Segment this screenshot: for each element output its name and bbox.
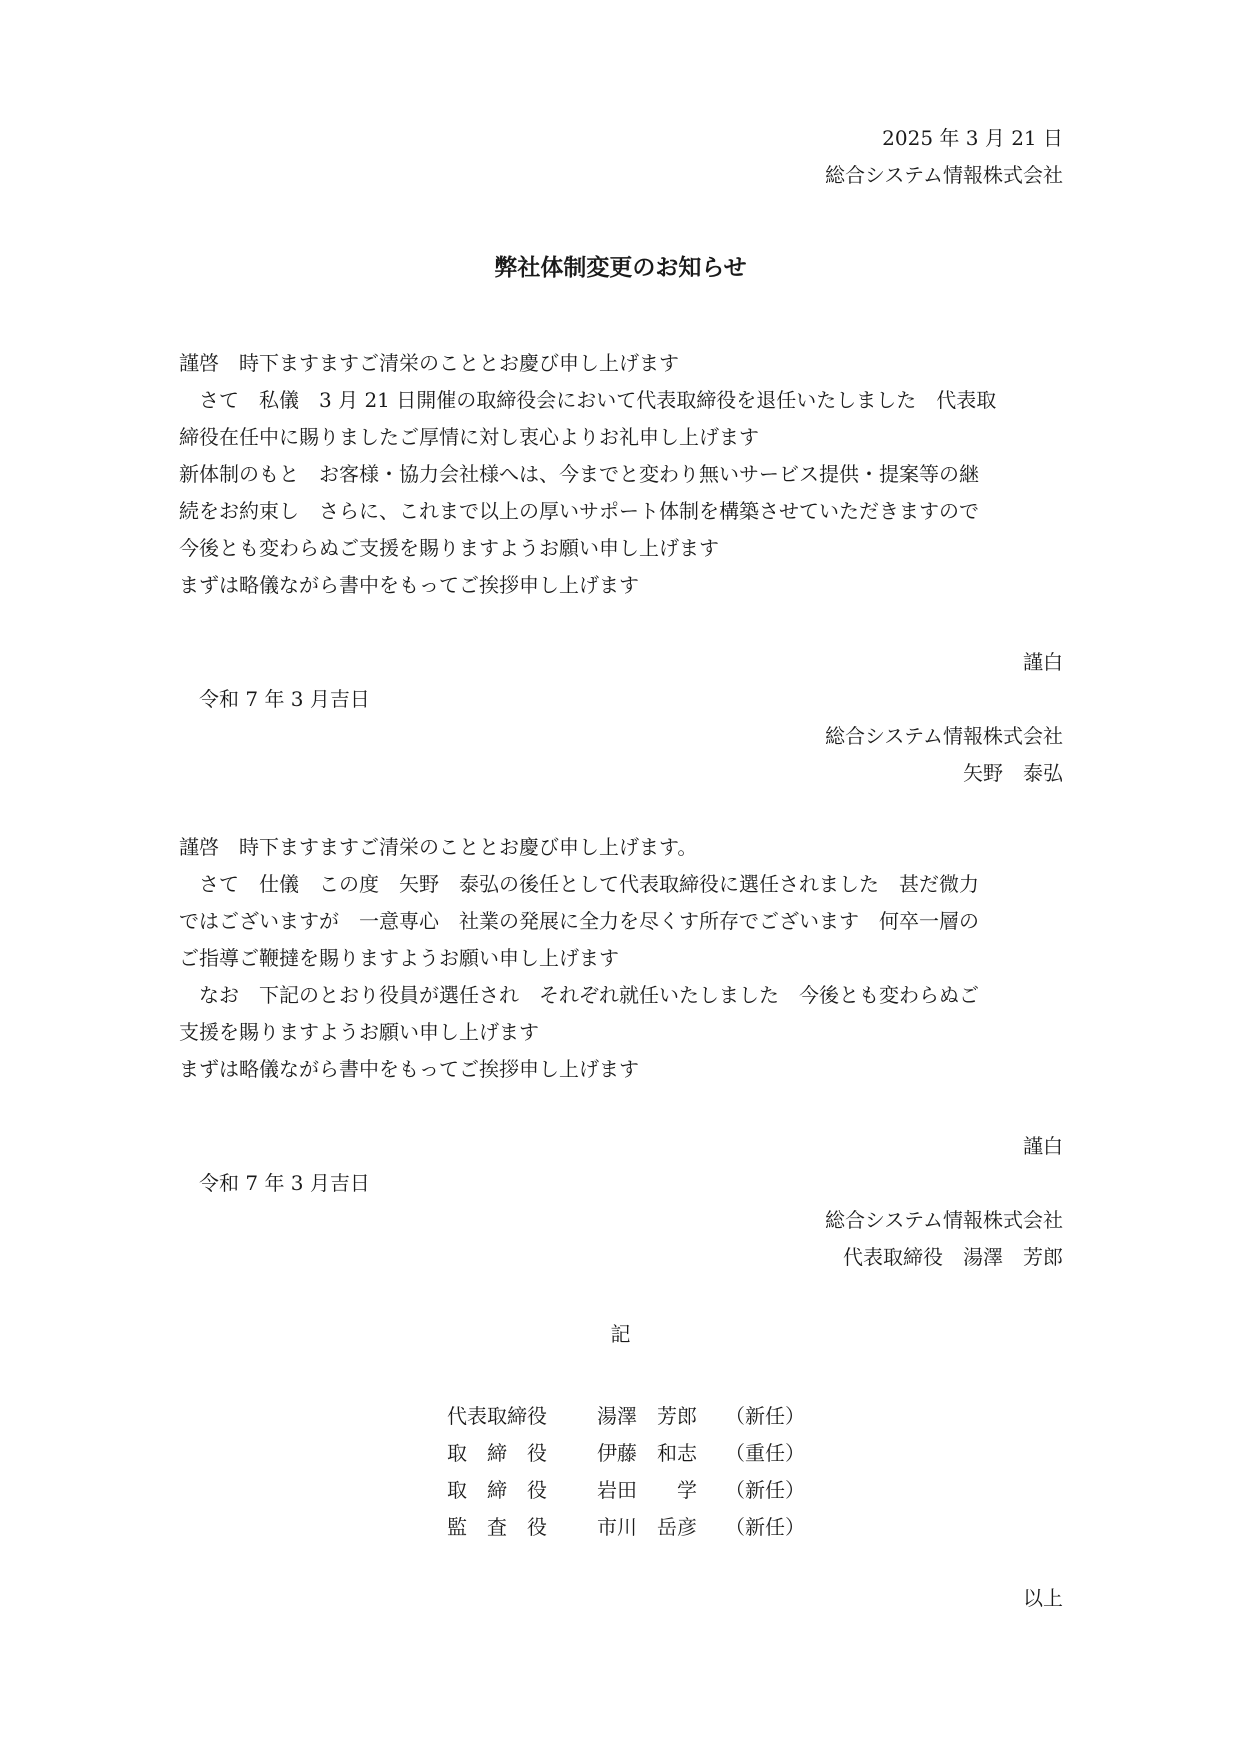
- officer-name: 伊藤 和志: [597, 1441, 697, 1465]
- letter1-line: 締役在任中に賜りましたご厚情に対し衷心よりお礼申し上げます: [179, 425, 759, 449]
- letter1-closing: 謹白: [1023, 650, 1063, 674]
- document-date: 2025 年 3 月 21 日: [882, 126, 1063, 150]
- record-heading: 記: [610, 1322, 631, 1346]
- letter2-signer: 代表取締役 湯澤 芳郎: [843, 1245, 1063, 1269]
- officer-status: （重任）: [725, 1441, 805, 1465]
- letter2-line: ではございますが 一意専心 社業の発展に全力を尽くす所存でございます 何卒一層の: [179, 909, 979, 933]
- letter2-date: 令和 7 年 3 月吉日: [199, 1171, 370, 1195]
- letter1-company: 総合システム情報株式会社: [825, 724, 1063, 748]
- officer-row: [447, 1507, 805, 1544]
- officer-name: 市川 岳彦: [597, 1515, 697, 1539]
- officer-row: [447, 1470, 805, 1507]
- letter1-date: 令和 7 年 3 月吉日: [199, 687, 370, 711]
- officer-name: 岩田 学: [597, 1478, 697, 1502]
- officer-role: 監 査 役: [447, 1515, 547, 1539]
- officer-status: （新任）: [725, 1404, 805, 1428]
- letter2-line: 謹啓 時下ますますご清栄のこととお慶び申し上げます。: [179, 835, 698, 859]
- letter1-signer: 矢野 泰弘: [963, 761, 1063, 785]
- header-company: 総合システム情報株式会社: [825, 163, 1063, 187]
- letter2-closing: 謹白: [1023, 1134, 1063, 1158]
- letter1-line: 謹啓 時下ますますご清栄のこととお慶び申し上げます: [179, 351, 679, 375]
- letter2-line: なお 下記のとおり役員が選任され それぞれ就任いたしました 今後とも変わらぬご: [179, 983, 979, 1007]
- letter2-line: 支援を賜りますようお願い申し上げます: [179, 1020, 539, 1044]
- officer-row: [447, 1396, 805, 1433]
- officer-role: 取 締 役: [447, 1441, 547, 1465]
- officer-row: [447, 1433, 805, 1470]
- record-end: 以上: [1023, 1586, 1063, 1610]
- letter1-line: まずは略儀ながら書中をもってご挨拶申し上げます: [179, 573, 639, 597]
- officer-name: 湯澤 芳郎: [597, 1404, 697, 1428]
- letter1-line: 続をお約束し さらに、これまで以上の厚いサポート体制を構築させていただきますので: [179, 499, 979, 523]
- letter1-line: さて 私儀 3 月 21 日開催の取締役会において代表取締役を退任いたしました 代表取: [179, 388, 997, 412]
- officer-role: 代表取締役: [447, 1404, 547, 1428]
- letter2-company: 総合システム情報株式会社: [825, 1208, 1063, 1232]
- officer-status: （新任）: [725, 1515, 805, 1539]
- letter2-line: さて 仕儀 この度 矢野 泰弘の後任として代表取締役に選任されました 甚だ微力: [179, 872, 979, 896]
- letter2-line: ご指導ご鞭撻を賜りますようお願い申し上げます: [179, 946, 619, 970]
- officer-role: 取 締 役: [447, 1478, 547, 1502]
- document-title: 弊社体制変更のお知らせ: [494, 255, 747, 281]
- letter1-line: 新体制のもと お客様・協力会社様へは、今までと変わり無いサービス提供・提案等の継: [179, 462, 979, 486]
- officer-status: （新任）: [725, 1478, 805, 1502]
- letter2-line: まずは略儀ながら書中をもってご挨拶申し上げます: [179, 1057, 639, 1081]
- letter1-line: 今後とも変わらぬご支援を賜りますようお願い申し上げます: [179, 536, 719, 560]
- officer-list: [447, 1396, 805, 1544]
